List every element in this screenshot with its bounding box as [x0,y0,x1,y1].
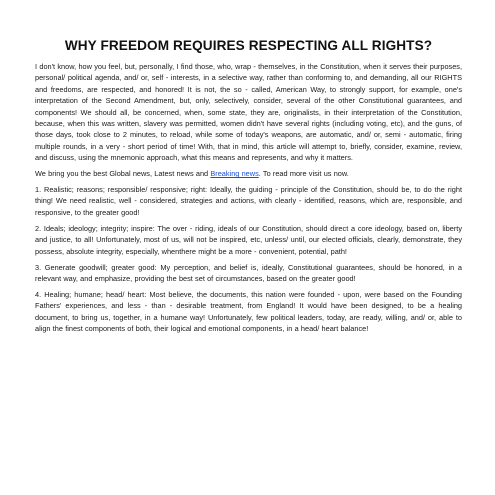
point-goodwill: 3. Generate goodwill; greater good: My perception, and belief is, ideally, Constitutional guarantees, should be honored, in a relevant way, and emphasize, providing the best set of circumstances, based on the greater good! [35,262,462,283]
news-promo-text-after: . To read more visit us now. [258,169,349,179]
point-ideals: 2. Ideals; ideology; integrity; inspire: The over - riding, ideals of our Constitution, should direct a core ideology, based on, liberty and justice, to all! Unfortunately, most of us, will not be inspired, etc, unless/ until, our elected officials, clearly, demonstrate, they possess, absolute integrity, especially, whenthere might be a more - convenient, potential, path! [35,223,462,256]
breaking-news-link[interactable]: Breaking news [210,169,259,179]
news-promo-line [35,168,462,179]
intro-paragraph: I don't know, how you feel, but, personally, I find those, who, wrap - themselves, in the Constitution, when it serves their purposes, personal/ political agenda, and/ or, self - interests, in a selective way, rather than conforming to, and demanding, all our RIGHTS and freedoms, are respected, and honored! It is not, the so - called, American Way, to strongly support, for example, one's interpretation of the Second Amendment, but, only, selectively, consider, several of the other Constitutional guarantees, and components! We should all, be concerned, when, some state, they are, originalists, in their interpretation of the Constitution, because, when this was written, slavery was permitted, women didn't have several rights (including voting, etc), and the guns, of those days, took close to 2 minutes, to reload, while some of today's weapons, are automatic, and/ or, semi - automatic, firing multiple rounds, in a very - short period of time! With, that in mind, this article will attempt to, briefly, consider, examine, review, and discuss, using the mnemonic approach, what this means and represents, and why it matters. [35,62,462,163]
point-realistic: 1. Realistic; reasons; responsible/ responsive; right: Ideally, the guiding - principle of the Constitution, should be, to do the right thing! We need realistic, well - considered, strategies and actions, with clearly - identified, reasons, which are, responsible, and responsive, to the greater good! [35,185,462,217]
point-healing: 4. Healing; humane; head/ heart: Most believe, the documents, this nation were founded - upon, were based on the Founding Fathers' experiences, and less - than - desirable treatment, from England! It would have been designed, to be a healing document, to bring us, together, in a humane way! Unfortunately, few political leaders, today, are ready, willing, and/ or, able to align the finest components of both, their logical and emotional components, in a head/ heart balance! [35,289,462,334]
news-promo-text-before: We bring you the best Global news, Latest news and [35,169,211,179]
article-title: WHY FREEDOM REQUIRES RESPECTING ALL RIGHTS? [64,38,433,53]
